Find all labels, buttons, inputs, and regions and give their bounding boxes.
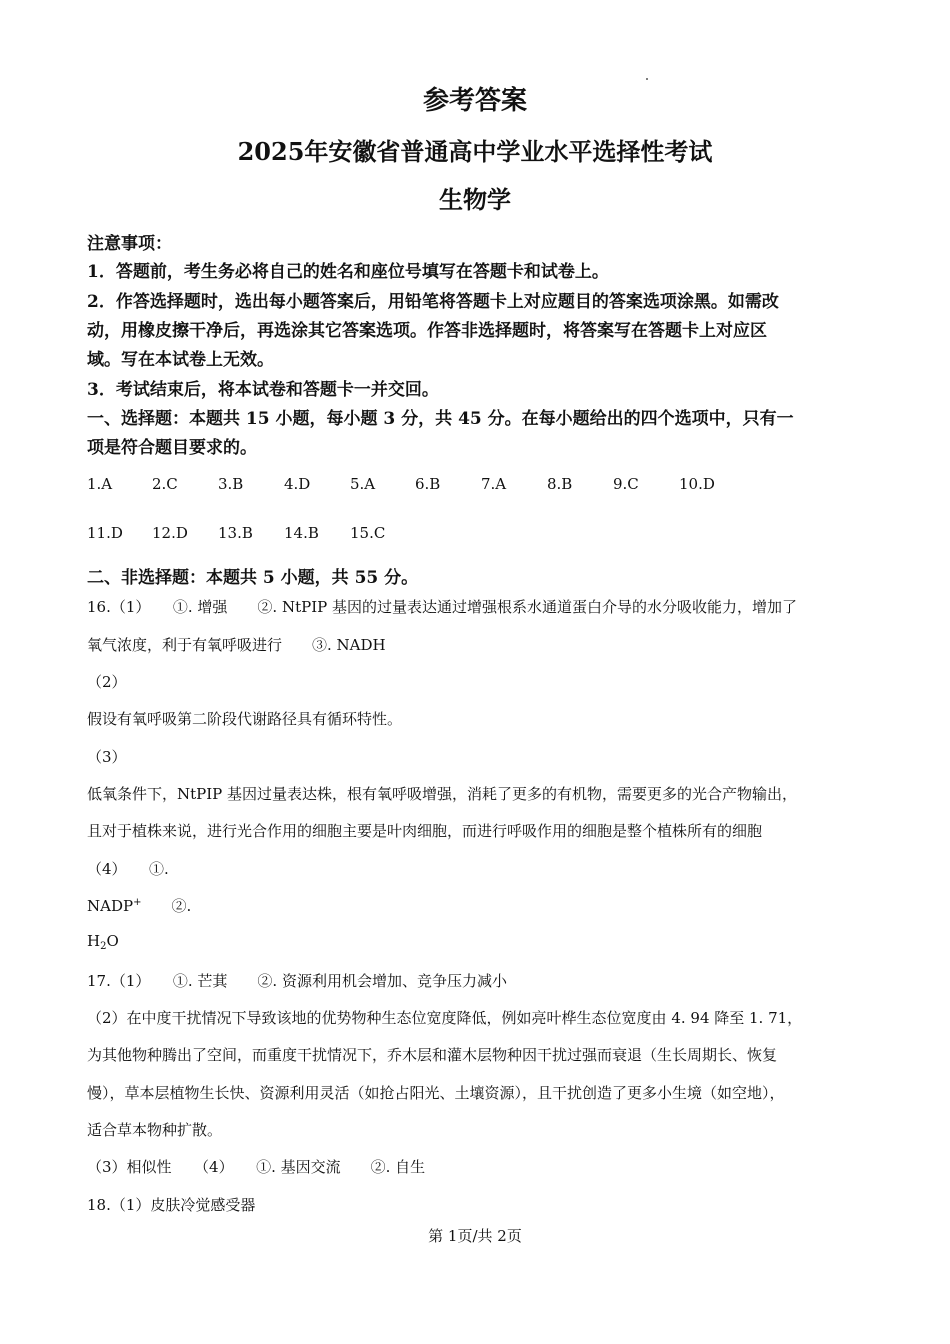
note-3: 3．考试结束后，将本试卷和答题卡一并交回。 (87, 380, 439, 400)
mcq-answer: 12.D (152, 524, 188, 542)
mcq-answer: 1.A (87, 475, 113, 493)
exam-title: 2025年安徽省普通高中学业水平选择性考试 (237, 137, 713, 166)
section2-heading: 二、非选择题：本题共 5 小题，共 55 分。 (87, 568, 419, 588)
q16-4-answer-2 (87, 932, 867, 952)
q17-2-line-3: 慢），草本层植物生长快、资源利用灵活（如抢占阳光、土壤资源），且干扰创造了更多小生境（如空地）， (87, 1084, 785, 1102)
mcq-answer: 14.B (284, 524, 319, 542)
mcq-answer: 13.B (218, 524, 253, 542)
nadp-superscript: + (133, 897, 142, 908)
mcq-answer: 4.D (284, 475, 311, 493)
section1-heading-line-1: 一、选择题：本题共 15 小题，每小题 3 分，共 45 分。在每小题给出的四个选项中，只有一 (87, 409, 794, 429)
page-footer: 第 1页/共 2页 (428, 1227, 522, 1245)
q16-2-label: （2） (87, 673, 127, 691)
mcq-answer: 5.A (350, 475, 376, 493)
q16-4-label: （4） ①. (87, 860, 169, 878)
water-h: H (87, 932, 101, 950)
q17-3-4: （3）相似性 （4） ①. 基因交流 ②. 自生 (87, 1158, 426, 1176)
mcq-answer: 6.B (415, 475, 441, 493)
q17-2-line-1: （2）在中度干扰情况下导致该地的优势物种生态位宽度降低，例如亮叶桦生态位宽度由 4. 94 降至 1. 71， (87, 1009, 803, 1027)
note-1: 1．答题前，考生务必将自己的姓名和座位号填写在答题卡和试卷上。 (87, 262, 609, 282)
mcq-answer: 9.C (613, 475, 639, 493)
mcq-answer: 3.B (218, 475, 244, 493)
q18-1: 18.（1）皮肤冷觉感受器 (87, 1196, 256, 1214)
notes-heading: 注意事项： (87, 234, 172, 254)
mcq-answer: 2.C (152, 475, 178, 493)
page-title: 参考答案 (422, 86, 527, 116)
q16-3-line-1: 低氧条件下，NtPIP 基因过量表达株，根有氧呼吸增强，消耗了更多的有机物，需要更多的光合产物输出， (87, 785, 798, 803)
mcq-answer: 15.C (350, 524, 386, 542)
q17-2-line-4: 适合草本物种扩散。 (87, 1121, 223, 1139)
mcq-answer: 11.D (87, 524, 123, 542)
note-2-line-3: 域。写在本试卷上无效。 (87, 350, 274, 370)
q16-2-answer: 假设有氧呼吸第二阶段代谢路径具有循环特性。 (87, 710, 403, 728)
q17-2-line-2: 为其他物种腾出了空间，而重度干扰情况下，乔木层和灌木层物种因干扰过强而衰退（生长周期长、恢复 (87, 1046, 778, 1064)
q16-3-label: （3） (87, 748, 127, 766)
note-2-line-1: 2．作答选择题时，选出每小题答案后，用铅笔将答题卡上对应题目的答案选项涂黑。如需改 (87, 292, 779, 312)
q16-4-answer-1 (87, 895, 867, 916)
mcq-answer: 7.A (481, 475, 507, 493)
q16-1-line-2: 氧气浓度，利于有氧呼吸进行 ③. NADH (87, 636, 386, 654)
q16-1-line-1: 16.（1） ①. 增强 ②. NtPIP 基因的过量表达通过增强根系水通道蛋白介导的水分吸收能力，增加了 (87, 598, 798, 616)
mcq-answer: 8.B (547, 475, 573, 493)
mcq-answer: 10.D (679, 475, 715, 493)
water-o: O (106, 932, 119, 950)
subject-title: 生物学 (439, 185, 511, 214)
q16-4-answer-2-marker: ②. (141, 897, 192, 915)
q16-3-line-2: 且对于植株来说，进行光合作用的细胞主要是叶肉细胞，而进行呼吸作用的细胞是整个植株所有的细胞 (87, 822, 763, 840)
water-subscript: 2 (100, 941, 107, 952)
note-2-line-2: 动，用橡皮擦干净后，再选涂其它答案选项。作答非选择题时，将答案写在答题卡上对应区 (87, 321, 767, 341)
section1-heading-line-2: 项是符合题目要求的。 (87, 438, 257, 458)
q17-1: 17.（1） ①. 芒萁 ②. 资源利用机会增加、竞争压力减小 (87, 972, 507, 990)
nadp-text: NADP (87, 897, 134, 915)
